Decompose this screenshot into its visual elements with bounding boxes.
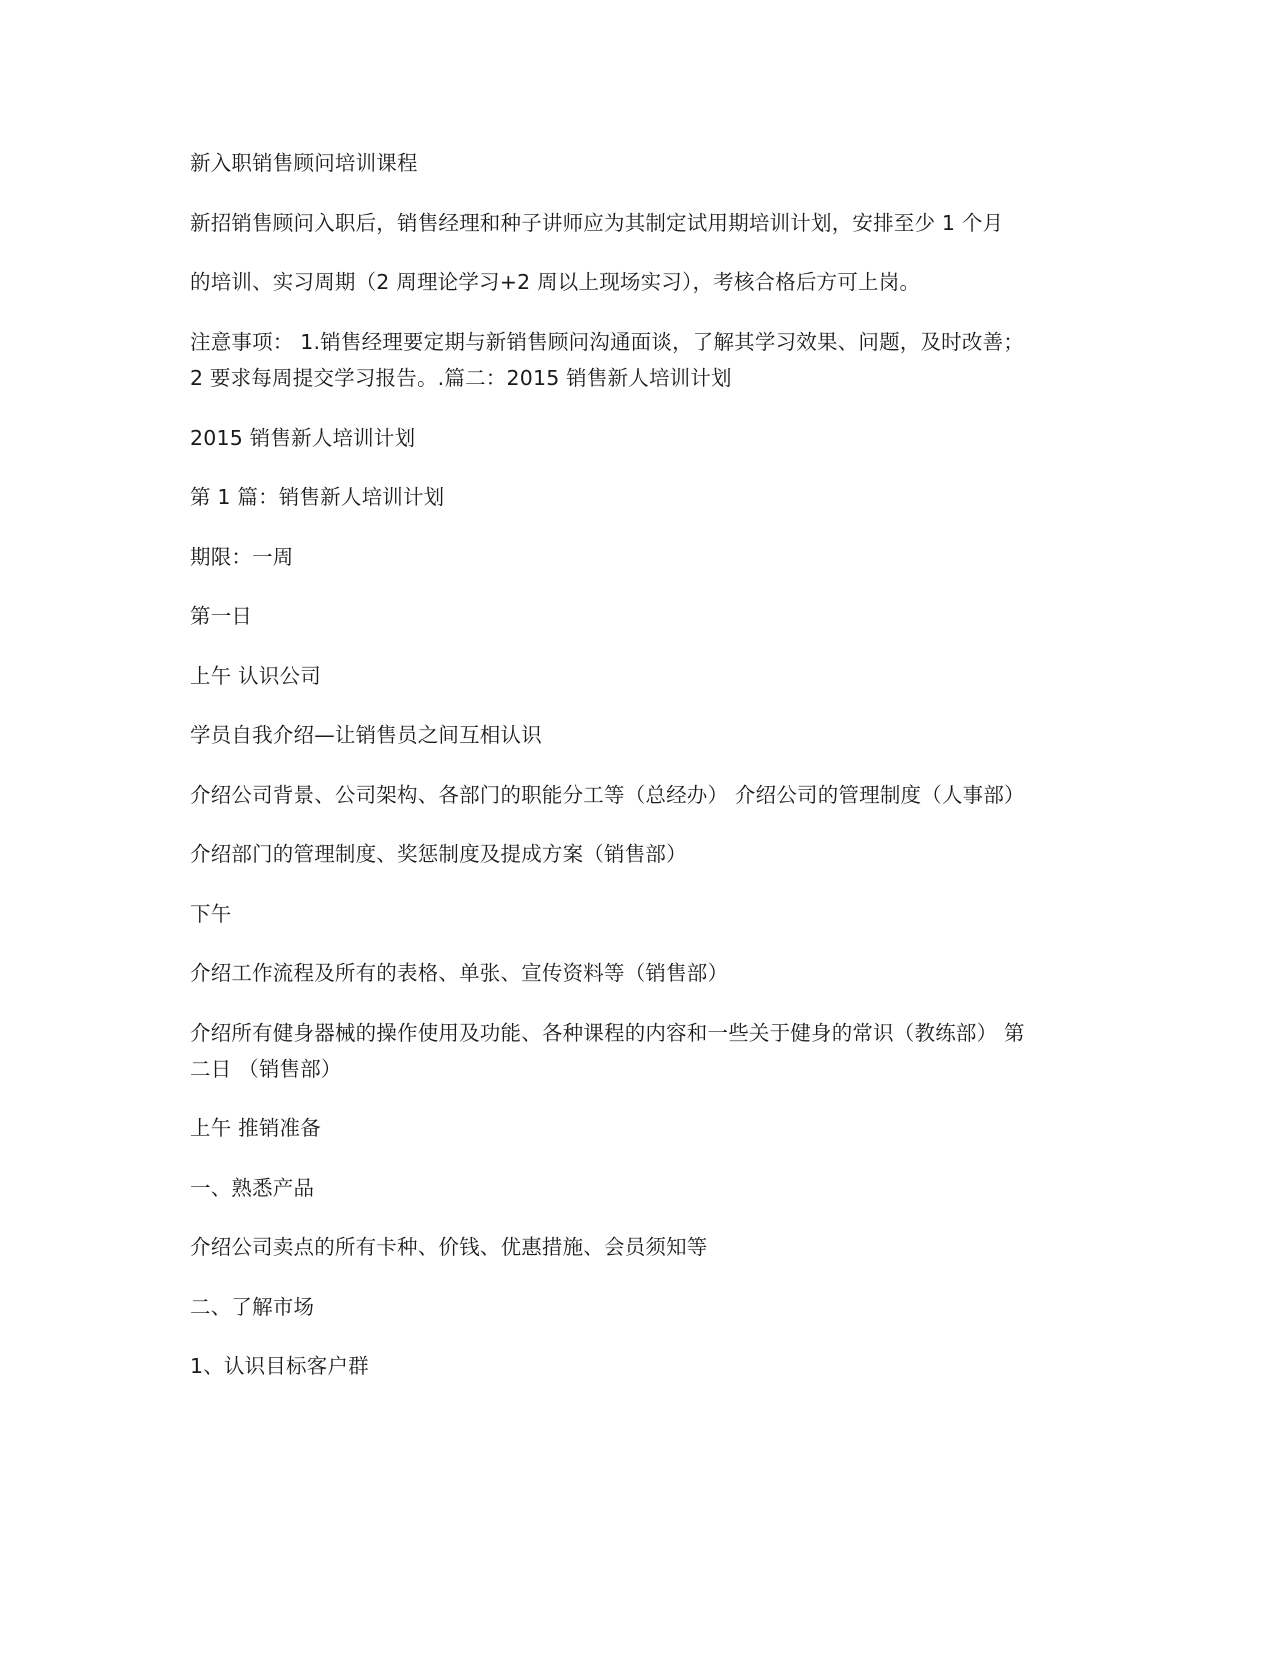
paragraph-line: 介绍工作流程及所有的表格、单张、宣传资料等（销售部） bbox=[190, 961, 729, 985]
paragraph-line: 的培训、实习周期（2 周理论学习+2 周以上现场实习），考核合格后方可上岗。 bbox=[190, 270, 921, 294]
paragraph-line: 二日 （销售部） bbox=[190, 1057, 342, 1081]
paragraph-line: 新招销售顾问入职后，销售经理和种子讲师应为其制定试用期培训计划，安排至少 1 个月 bbox=[190, 211, 1004, 235]
paragraph-line: 学员自我介绍—让销售员之间互相认识 bbox=[190, 723, 542, 747]
paragraph-line: 一、熟悉产品 bbox=[190, 1176, 315, 1200]
paragraph-line: 下午 bbox=[190, 902, 232, 926]
paragraph-line: 2015 销售新人培训计划 bbox=[190, 426, 416, 450]
paragraph-line: 二、了解市场 bbox=[190, 1295, 315, 1319]
paragraph-line: 介绍公司背景、公司架构、各部门的职能分工等（总经办） 介绍公司的管理制度（人事部） bbox=[190, 783, 1025, 807]
paragraph-line: 介绍公司卖点的所有卡种、价钱、优惠措施、会员须知等 bbox=[190, 1235, 708, 1259]
paragraph-line: 第 1 篇：销售新人培训计划 bbox=[190, 485, 445, 509]
paragraph-line: 1、认识目标客户群 bbox=[190, 1354, 369, 1378]
paragraph-line: 上午 认识公司 bbox=[190, 664, 321, 688]
paragraph-line: 介绍部门的管理制度、奖惩制度及提成方案（销售部） bbox=[190, 842, 687, 866]
document-title: 新入职销售顾问培训课程 bbox=[190, 151, 418, 175]
paragraph-line: 上午 推销准备 bbox=[190, 1116, 321, 1140]
paragraph-line: 期限：一周 bbox=[190, 545, 294, 569]
paragraph-line: 第一日 bbox=[190, 604, 253, 628]
paragraph-line: 2 要求每周提交学习报告。.篇二：2015 销售新人培训计划 bbox=[190, 366, 732, 390]
paragraph-line: 介绍所有健身器械的操作使用及功能、各种课程的内容和一些关于健身的常识（教练部） 第 bbox=[190, 1021, 1025, 1045]
paragraph-line: 注意事项： 1.销售经理要定期与新销售顾问沟通面谈，了解其学习效果、问题，及时改善； bbox=[190, 330, 1024, 354]
